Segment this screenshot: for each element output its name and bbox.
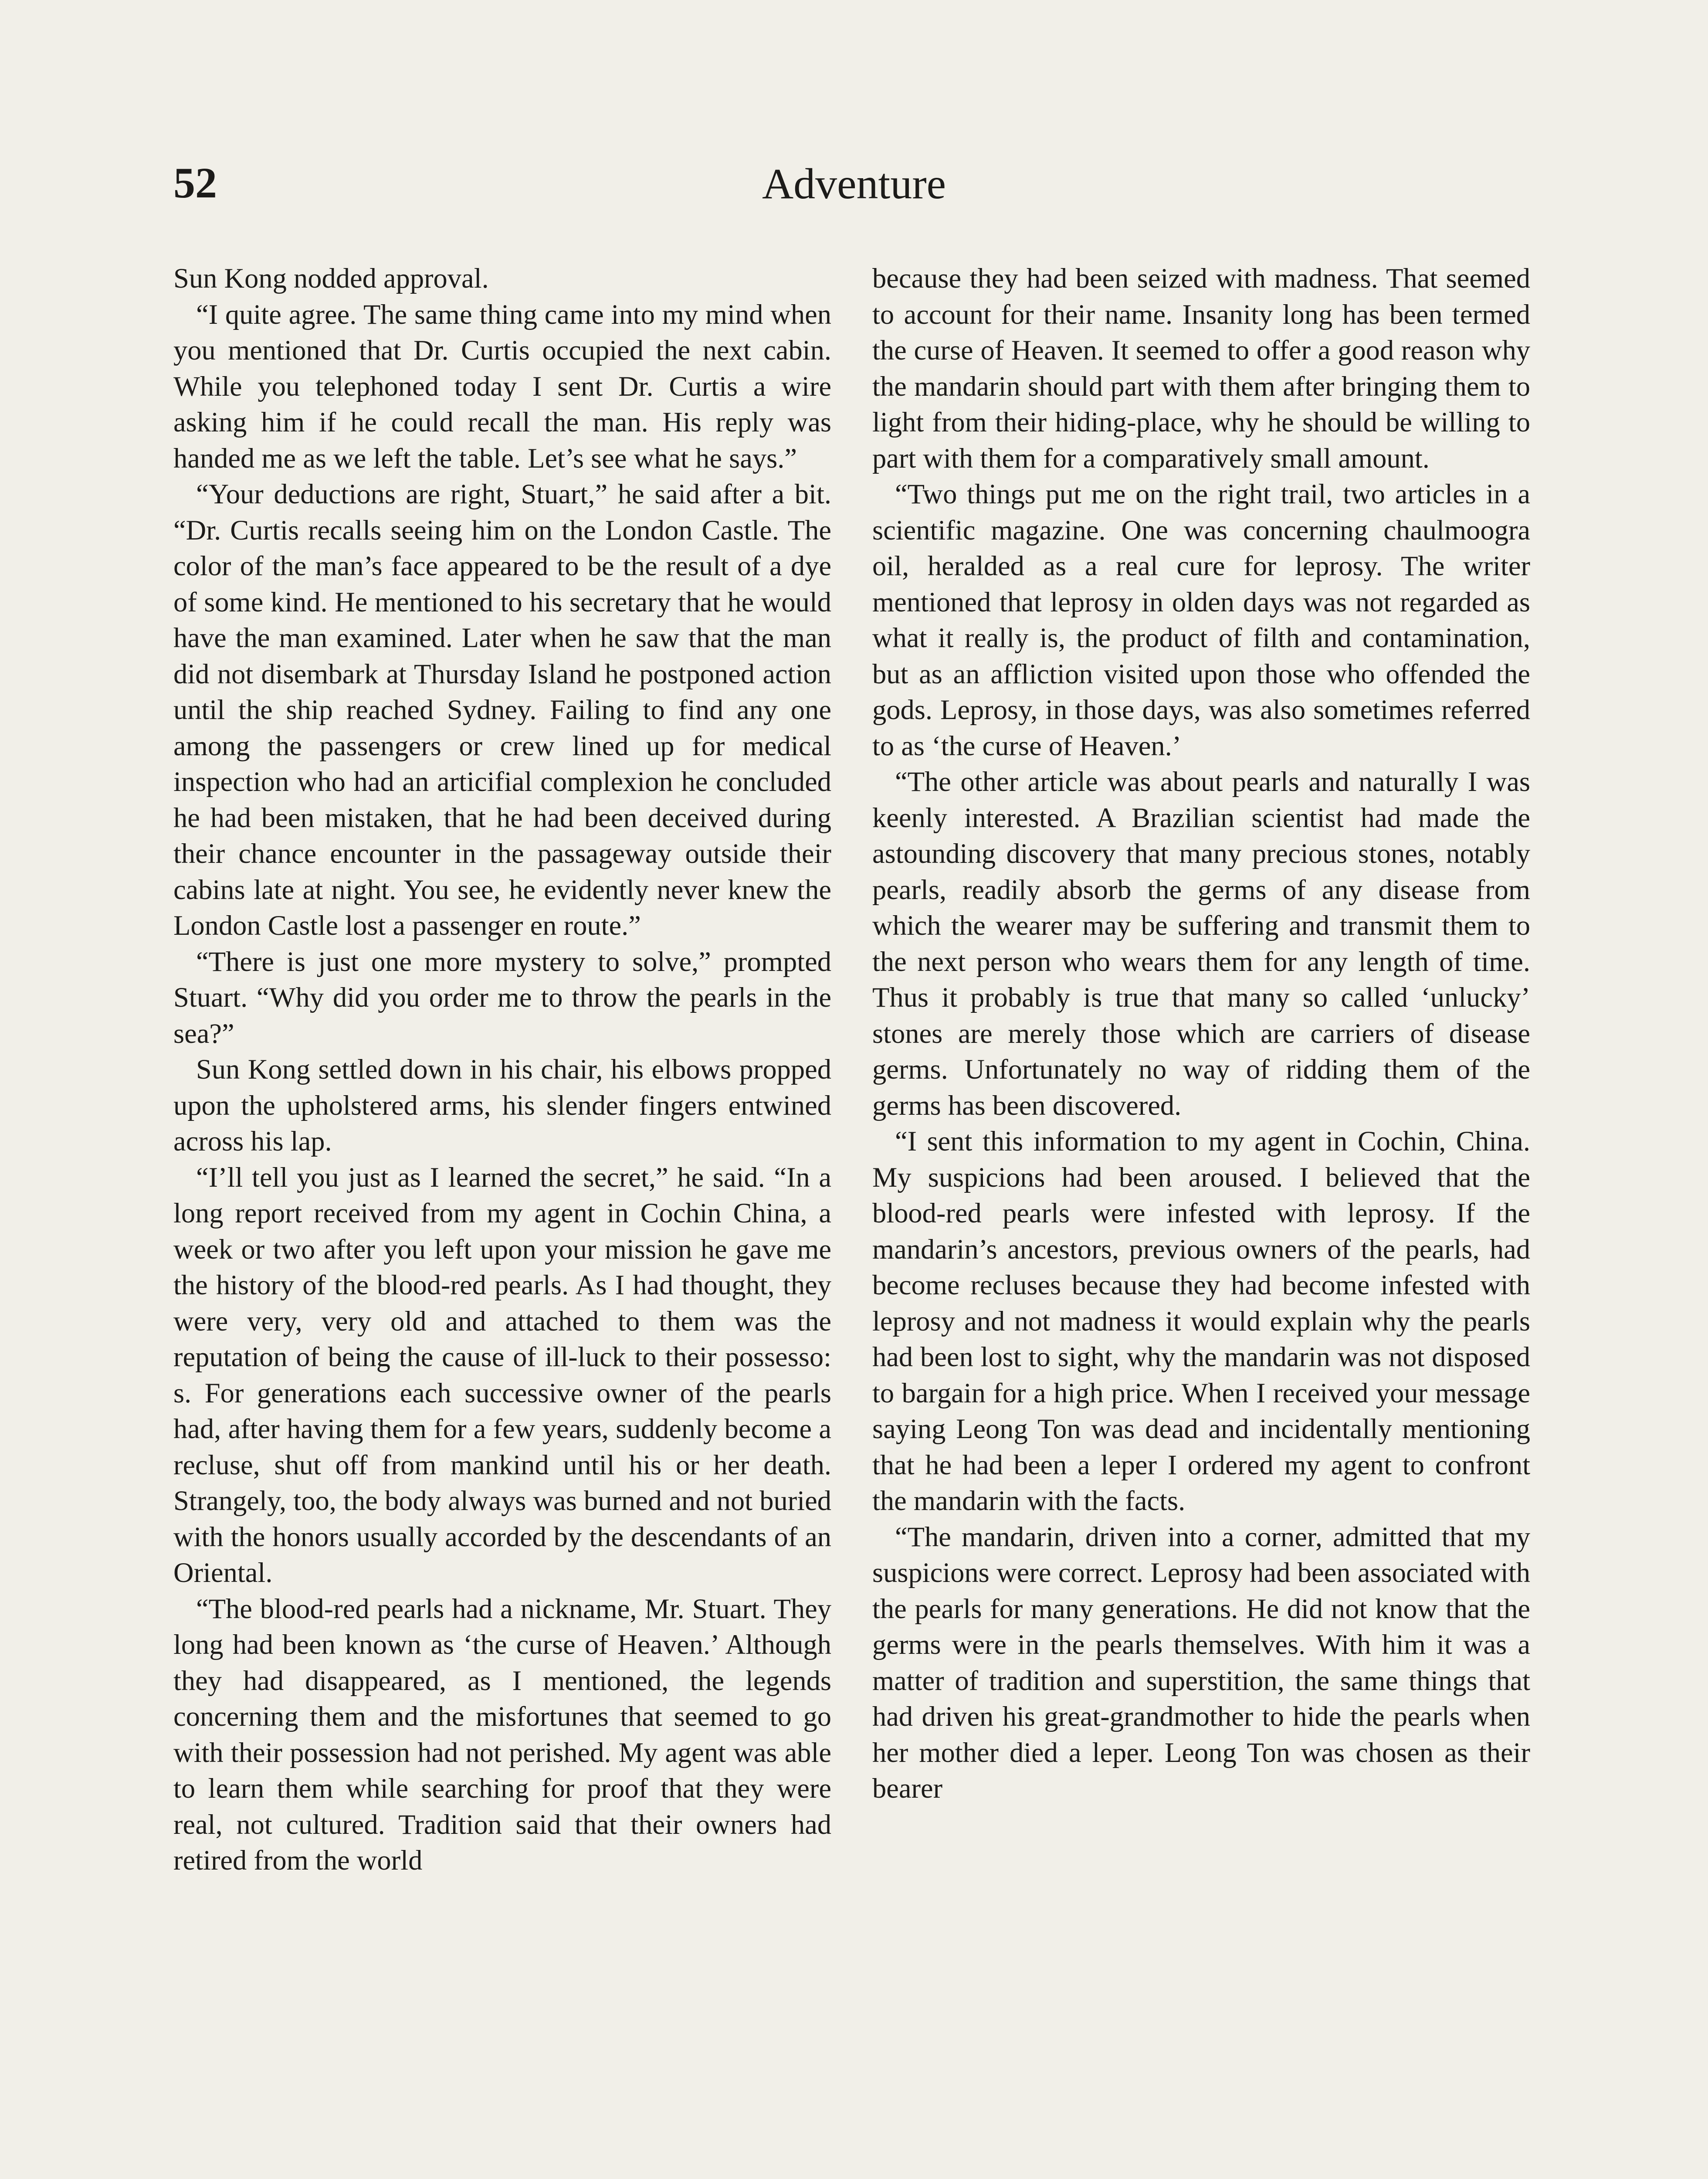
paragraph: because they had been seized with madness. That seemed to account for their name. Insanity long has been termed the curse of Heaven. It seemed to offer a good reason why the mandarin should part with them after bringing them to light from their hiding-place, why he should be willing to part with them for a comparatively small amount. (872, 263, 1530, 474)
paragraph: “I sent this information to my agent in Cochin, China. My suspicions had been aroused. I believed that the blood-red pearls were infested with leprosy. If the mandarin’s ancestors, previous owners of the pearls, had become recluses because they had become infested with leprosy and not madness it would explain why the pearls had been lost to sight, why the mandarin was not disposed to bargain for a high price. When I received your message saying Leong Ton was dead and incidentally mentioning that he had been a leper I ordered my agent to confront the mandarin with the facts. (872, 1126, 1530, 1516)
paragraph: “Two things put me on the right trail, two articles in a scientific magazine. One was concerning chaulmoogra oil, heralded as a real cure for leprosy. The writer mentioned that leprosy in olden days was not regarded as what it really is, the product of filth and contamination, but as an affliction visited upon those who offended the gods. Leprosy, in those days, was also sometimes referred to as ‘the curse of Heaven.’ (872, 479, 1530, 761)
running-head-title: Adventure (762, 160, 946, 208)
left-column (173, 261, 831, 1879)
paragraph: “The mandarin, driven into a corner, admitted that my suspicions were correct. Leprosy had been associated with the pearls for many generations. He did not know that the germs were in the pearls themselves. With him it was a matter of tradition and superstition, the same things that had driven his great-grandmother to hide the pearls when her mother died a leper. Leong Ton was chosen as their bearer (872, 1521, 1530, 1804)
right-column (872, 261, 1530, 1807)
page-number: 52 (173, 159, 217, 207)
paragraph: “The other article was about pearls and naturally I was keenly interested. A Brazilian scientist had made the astounding discovery that many precious stones, notably pearls, readily absorb the germs of any disease from which the wearer may be suffering and transmit them to the next person who wears them for any length of time. Thus it probably is true that many so called ‘unlucky’ stones are merely those which are carriers of disease germs. Unfortunately no way of ridding them of the germs has been discovered. (872, 766, 1530, 1121)
paragraph: “I’ll tell you just as I learned the secret,” he said. “In a long report received from my agent in Cochin China, a week or two after you left upon your mission he gave me the history of the blood-red pearls. As I had thought, they were very, very old and attached to them was the reputation of being the cause of ill-luck to their possesso: s. For generations each successive owner of the pearls had, after having them for a few years, suddenly become a recluse, shut off from mankind until his or her death. Strangely, too, the body always was burned and not buried with the honors usually accorded by the descendants of an Oriental. (173, 1161, 831, 1588)
paragraph: Sun Kong nodded approval. (173, 263, 489, 294)
paragraph: “The blood-red pearls had a nickname, Mr. Stuart. They long had been known as ‘the curse of Heaven.’ Although they had disappeared, as I mentioned, the legends concerning them and the misfortunes that seemed to go with their possession had not perished. My agent was able to learn them while searching for proof that they were real, not cultured. Tradition said that their owners had retired from the world (173, 1593, 831, 1876)
paragraph: “There is just one more mystery to solve,” prompted Stuart. “Why did you order me to throw the pearls in the sea?” (173, 946, 831, 1049)
paragraph: “Your deductions are right, Stuart,” he said after a bit. “Dr. Curtis recalls seeing him on the London Castle. The color of the man’s face appeared to be the result of a dye of some kind. He mentioned to his secretary that he would have the man examined. Later when he saw that the man did not disembark at Thursday Island he postponed action until the ship reached Sydney. Failing to find any one among the passengers or crew lined up for medical inspection who had an articifial complexion he concluded he had been mistaken, that he had been deceived during their chance encounter in the passageway outside their cabins late at night. You see, he evidently never knew the London Castle lost a passenger en route.” (173, 479, 831, 941)
paragraph: Sun Kong settled down in his chair, his elbows propped upon the upholstered arms, his slender fingers entwined across his lap. (173, 1054, 831, 1157)
paragraph: “I quite agree. The same thing came into my mind when you mentioned that Dr. Curtis occupied the next cabin. While you telephoned today I sent Dr. Curtis a wire asking him if he could recall the man. His reply was handed me as we left the table. Let’s see what he says.” (173, 299, 831, 474)
